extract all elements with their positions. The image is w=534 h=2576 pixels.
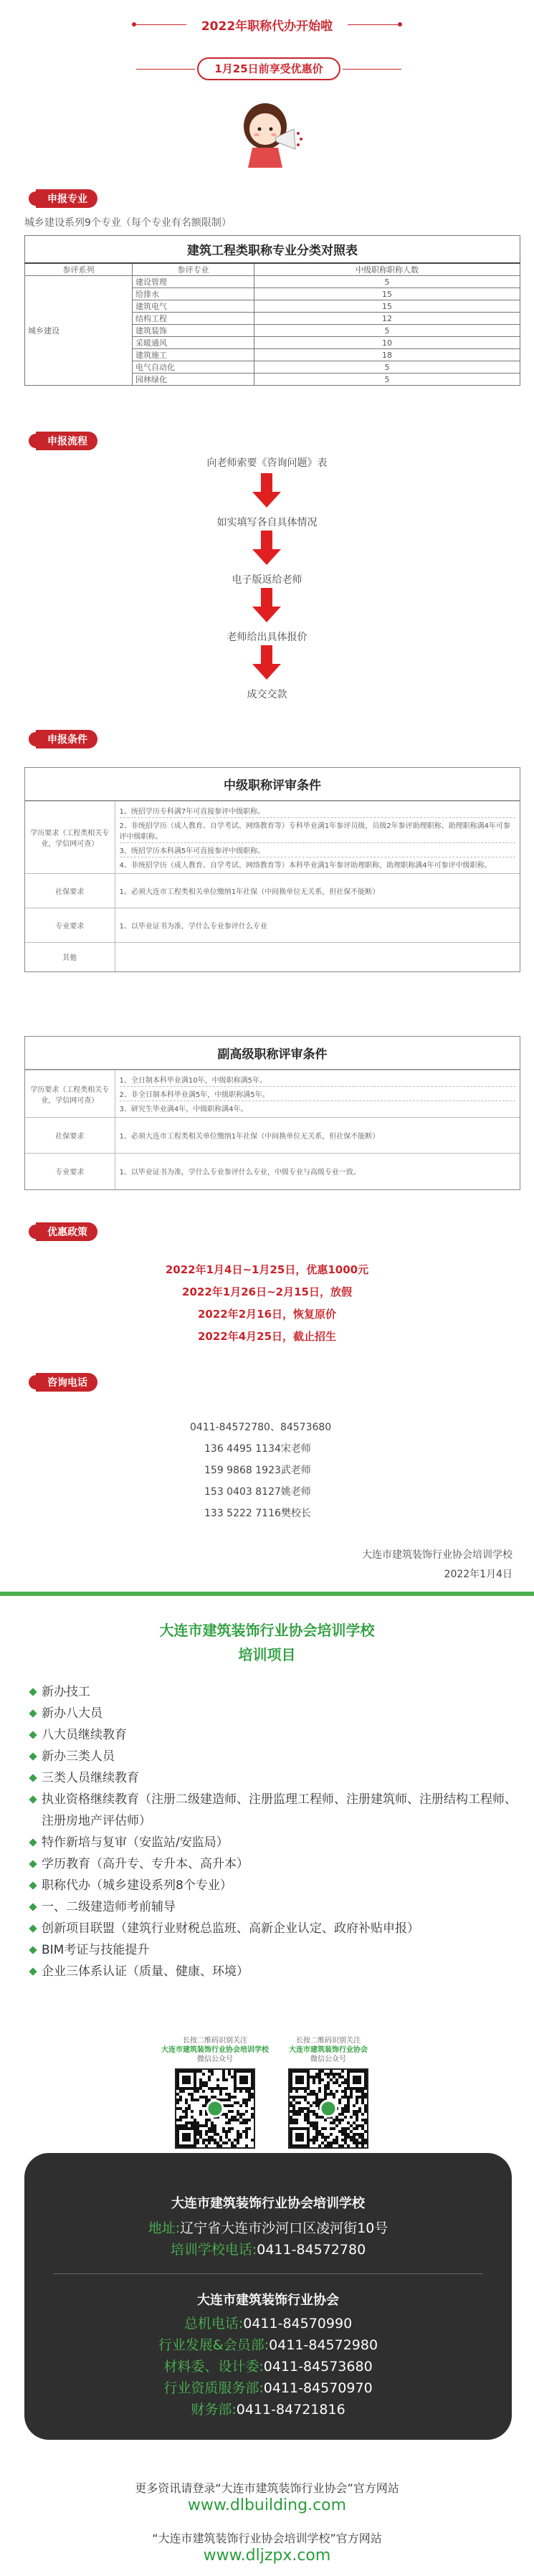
mid-major-label: 专业要求 xyxy=(25,908,115,943)
card-row xyxy=(24,2313,512,2334)
projects-list xyxy=(29,1681,523,1982)
projects-subtitle: 培训项目 xyxy=(238,1646,296,1663)
signature-date: 2022年1月4日 xyxy=(444,1569,512,1580)
qr-caption-name: 大连市建筑装饰行业协会 xyxy=(289,2046,368,2054)
tag-dot xyxy=(29,1225,43,1239)
card-rows xyxy=(24,2313,512,2420)
flow-step-1: 向老师索要《咨询问题》表 xyxy=(206,457,328,469)
down-arrow-icon xyxy=(252,588,281,622)
major-name: 建筑电气 xyxy=(133,300,254,313)
tag-label: 优惠政策 xyxy=(36,1222,97,1241)
major-name: 建筑施工 xyxy=(133,349,254,361)
project-item: 特作新培与复审（安监站/安监局） xyxy=(29,1832,523,1853)
project-item: 新办八大员 xyxy=(29,1703,523,1724)
card-tel-label: 培训学校电话: xyxy=(170,2242,257,2258)
qr-caption: 微信公众号 xyxy=(310,2055,346,2063)
tag-dot xyxy=(29,434,43,448)
qr-code-icon[interactable] xyxy=(288,2068,368,2149)
mid-title-table xyxy=(24,767,520,972)
card-row xyxy=(24,2334,512,2356)
project-item: 学历教育（高升专、专升本、高升本） xyxy=(29,1853,523,1875)
flow-step-2: 如实填写各自具体情况 xyxy=(216,517,318,528)
table-row xyxy=(25,276,520,288)
mid-social-label: 社保要求 xyxy=(25,874,115,908)
major-name: 结构工程 xyxy=(133,313,254,325)
header xyxy=(0,0,534,179)
footer-url-2[interactable]: www.dljzpx.com xyxy=(203,2547,331,2565)
major-name: 给排水 xyxy=(133,288,254,300)
qr-caption: 长按二维码识别关注 xyxy=(296,2037,361,2045)
major-name: 园林绿化 xyxy=(133,374,254,386)
mid-edu-3: 3、统招学历本科满5年可直接参评中级职称。 xyxy=(120,843,516,857)
major-count: 5 xyxy=(254,374,520,386)
flow-step-4: 老师给出具体报价 xyxy=(227,632,307,643)
major-name: 建筑装饰 xyxy=(133,325,254,337)
phone-wu: 159 9868 1923武老师 xyxy=(204,1465,311,1476)
project-item: 企业三体系认证（质量、健康、环境） xyxy=(29,1961,523,1982)
tag-label: 申报专业 xyxy=(36,189,97,208)
qr-assoc xyxy=(257,2036,400,2149)
major-count: 5 xyxy=(254,325,520,337)
major-subtitle: 城乡建设系列9个专业（每个专业有名额限制） xyxy=(24,217,232,229)
tag-label: 咨询电话 xyxy=(36,1373,97,1392)
card-row xyxy=(24,2356,512,2377)
mid-other xyxy=(115,943,520,971)
project-item: 一、二级建造师考前辅导 xyxy=(29,1896,523,1918)
page-title: 2022年职称代办开始啦 xyxy=(201,19,333,34)
series-cell: 城乡建设 xyxy=(25,276,133,386)
project-item: BIM考证与技能提升 xyxy=(29,1939,523,1961)
tag-dot xyxy=(29,191,43,206)
pill-line-right xyxy=(343,69,401,70)
project-item: 新办三类人员 xyxy=(29,1746,523,1767)
card-school: 大连市建筑装饰行业协会培训学校 xyxy=(171,2196,365,2211)
project-item: 三类人员继续教育 xyxy=(29,1767,523,1789)
major-table xyxy=(24,235,520,386)
major-name: 采暖通风 xyxy=(133,337,254,349)
tag-label: 申报条件 xyxy=(36,730,97,748)
tag-dot xyxy=(29,732,43,746)
card-row-value: 0411-84573680 xyxy=(263,2359,373,2375)
mid-other-label: 其他 xyxy=(25,943,115,971)
footer-line-2: “大连市建筑装饰行业协会培训学校”官方网站 xyxy=(152,2532,382,2545)
header-dot xyxy=(398,22,402,27)
mid-edu-2: 2、非统招学历（成人教育、自学考试、网络教育等）专科毕业满1年参评员级，员级2年参评助理职称、助理职称满4年可参评中级职称。 xyxy=(120,818,516,843)
major-count: 5 xyxy=(254,276,520,288)
section-tag-flow xyxy=(29,432,97,450)
col-series: 参评系列 xyxy=(25,263,133,276)
promo-pill: 1月25日前享受优惠价 xyxy=(197,57,340,80)
col-count: 中级职称职称人数 xyxy=(254,263,520,276)
qr-caption: 微信公众号 xyxy=(197,2055,233,2063)
pill-line-left xyxy=(136,69,195,70)
major-name: 电气自动化 xyxy=(133,361,254,374)
card-row xyxy=(24,2377,512,2399)
project-item: 新办技工 xyxy=(29,1681,523,1703)
green-divider xyxy=(0,1592,534,1596)
senior-edu-3: 3、研究生毕业满4年，中级职称满4年。 xyxy=(119,1106,248,1113)
section-tag-major xyxy=(29,189,97,208)
senior-edu-2: 2、非全日制本科毕业满5年，中级职称满5年。 xyxy=(120,1087,516,1101)
senior-title-table xyxy=(24,1036,520,1190)
project-item: 创新项目联盟（建筑行业财税总监班、高新企业认定、政府补贴申报） xyxy=(29,1918,523,1939)
major-count: 10 xyxy=(254,337,520,349)
mid-table-title: 中级职称评审条件 xyxy=(25,768,520,801)
footer-line-1: 更多资讯请登录“大连市建筑装饰行业协会”官方网站 xyxy=(135,2481,399,2495)
phone-song: 136 4495 1134宋老师 xyxy=(204,1443,311,1455)
senior-edu-label: 学历要求（工程类相关专业，学信网可查） xyxy=(25,1070,115,1118)
senior-edu-1: 1、全日制本科毕业满10年，中级职称满5年。 xyxy=(120,1073,516,1087)
col-major: 参评专业 xyxy=(133,263,254,276)
major-count: 15 xyxy=(254,300,520,313)
senior-major-label: 专业要求 xyxy=(25,1154,115,1189)
section-tag-cond xyxy=(29,730,97,748)
project-item: 八大员继续教育 xyxy=(29,1724,523,1746)
qr-code-icon[interactable] xyxy=(175,2068,255,2149)
card-assoc: 大连市建筑装饰行业协会 xyxy=(197,2293,339,2308)
senior-social-label: 社保要求 xyxy=(25,1118,115,1154)
senior-edu-cell xyxy=(115,1070,520,1118)
card-row-value: 0411-84570970 xyxy=(263,2380,373,2396)
card-address-label: 地址: xyxy=(148,2220,181,2236)
discount-4: 2022年4月25日，截止招生 xyxy=(197,1330,337,1343)
major-count: 5 xyxy=(254,361,520,374)
qr-caption-name: 大连市建筑装饰行业协会培训学校 xyxy=(161,2046,269,2054)
mid-major: 1、以毕业证书为准，学什么专业参评什么专业 xyxy=(115,908,520,943)
section-tag-consult xyxy=(29,1373,97,1392)
card-address xyxy=(24,2218,512,2239)
senior-social: 1、必须大连市工程类相关单位缴纳1年社保（中间换单位无关系，但社保不能断） xyxy=(115,1118,520,1154)
card-school-tel xyxy=(24,2239,512,2261)
card-row xyxy=(24,2399,512,2420)
down-arrow-icon xyxy=(252,531,281,565)
mid-edu-1: 1、统招学历专科满7年可直接参评中级职称。 xyxy=(120,804,516,818)
tag-dot xyxy=(29,1375,43,1389)
card-row-label: 行业发展&会员部: xyxy=(158,2337,270,2353)
card-row-label: 行业资质服务部: xyxy=(163,2380,264,2396)
major-name: 建设管理 xyxy=(133,276,254,288)
girl-megaphone-icon xyxy=(229,92,308,171)
discount-2: 2022年1月26日~2月15日，放假 xyxy=(182,1285,352,1298)
mid-edu-4: 4、非统招学历（成人教育、自学考试、网络教育等）本科毕业满1年参评助理职称，助理职称满4年可参评中级职称。 xyxy=(119,862,492,870)
card-row-label: 材料委、设计委: xyxy=(163,2359,264,2375)
major-count: 12 xyxy=(254,313,520,325)
card-row-value: 0411-84570990 xyxy=(243,2316,353,2332)
card-row-label: 财务部: xyxy=(191,2402,237,2418)
project-item: 执业资格继续教育（注册二级建造师、注册监理工程师、注册建筑师、注册结构工程师、注册房地产评估师） xyxy=(29,1789,523,1832)
phone-fan: 133 5222 7116樊校长 xyxy=(204,1508,311,1519)
phone-main: 0411-84572780、84573680 xyxy=(190,1422,332,1433)
major-count: 18 xyxy=(254,349,520,361)
major-count: 15 xyxy=(254,288,520,300)
senior-major: 1、以毕业证书为准，学什么专业参评什么专业，中级专业与高级专业一致。 xyxy=(115,1154,520,1189)
tag-label: 申报流程 xyxy=(36,432,97,450)
mid-edu-cell xyxy=(115,802,520,874)
header-line-right xyxy=(348,24,398,25)
contact-card xyxy=(24,2153,512,2440)
senior-table-title: 副高级职称评审条件 xyxy=(25,1037,520,1070)
discount-3: 2022年2月16日，恢复原价 xyxy=(197,1308,337,1321)
flow-step-3: 电子版返给老师 xyxy=(232,574,302,586)
phone-yao: 153 0403 8127姚老师 xyxy=(204,1486,311,1498)
card-row-value: 0411-84721816 xyxy=(236,2402,345,2418)
card-address-value: 辽宁省大连市沙河口区凌河街10号 xyxy=(180,2220,388,2236)
down-arrow-icon xyxy=(252,473,281,508)
discount-1: 2022年1月4日~1月25日，优惠1000元 xyxy=(165,1263,369,1276)
section-tag-discount xyxy=(29,1222,97,1241)
down-arrow-icon xyxy=(252,645,281,680)
major-table-title: 建筑工程类职称专业分类对照表 xyxy=(24,235,520,262)
card-row-label: 总机电话: xyxy=(183,2316,244,2332)
project-item: 职称代办（城乡建设系列8个专业） xyxy=(29,1875,523,1896)
signature-org: 大连市建筑装饰行业协会培训学校 xyxy=(362,1549,512,1561)
qr-caption: 长按二维码识别关注 xyxy=(183,2037,247,2045)
footer-url-1[interactable]: www.dlbuilding.com xyxy=(187,2496,347,2514)
card-row-value: 0411-84572980 xyxy=(269,2337,378,2353)
mid-edu-label: 学历要求（工程类相关专业，学信网可查） xyxy=(25,802,115,874)
projects-title: 大连市建筑装饰行业协会培训学校 xyxy=(159,1622,375,1639)
card-tel-value: 0411-84572780 xyxy=(257,2242,366,2258)
mid-social: 1、必须大连市工程类相关单位缴纳1年社保（中间换单位无关系，但社保不能断） xyxy=(115,874,520,908)
flow-step-5: 成交交款 xyxy=(247,689,287,700)
